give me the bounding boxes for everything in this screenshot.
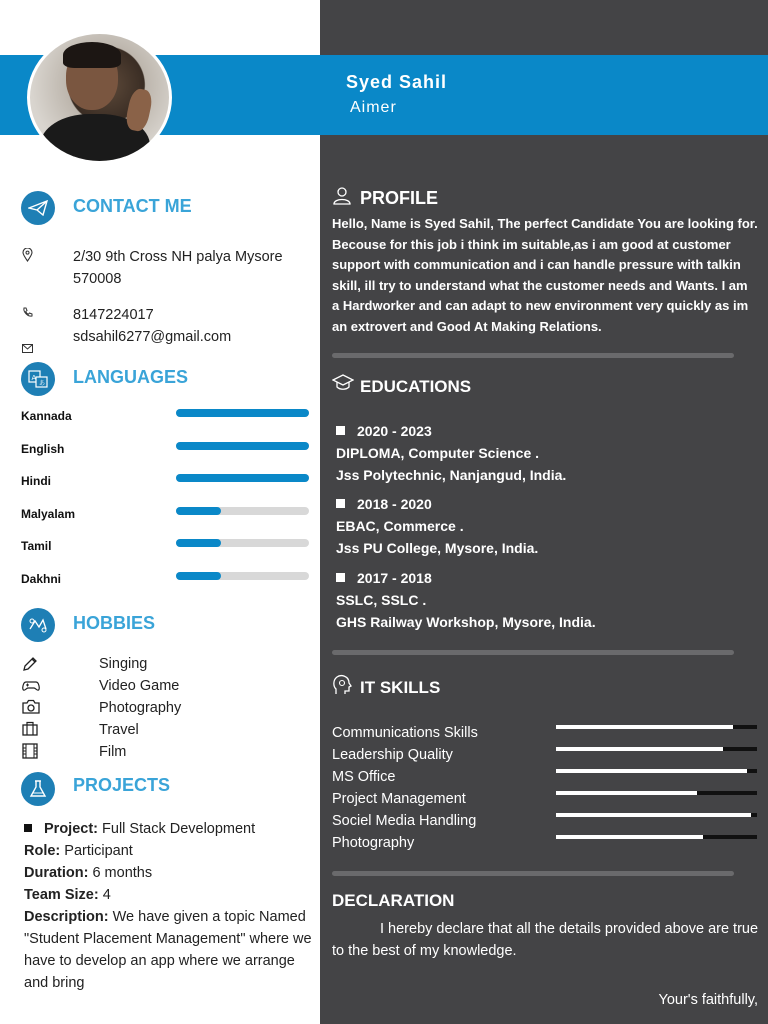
skill-name: Photography: [332, 835, 415, 851]
hobby-singing: Singing: [99, 656, 148, 672]
skill-level-bar: [556, 725, 757, 729]
role-value: Participant: [64, 843, 133, 859]
candidate-role: Aimer: [350, 99, 397, 116]
divider-3: [332, 871, 734, 876]
project-description-row: [24, 906, 314, 994]
language-level-bar: [176, 474, 309, 482]
duration-label: Duration:: [24, 865, 89, 881]
hobby-photography: Photography: [99, 700, 182, 716]
education-degree: SSLC, SSLC .: [336, 592, 427, 608]
hobbies-title: HOBBIES: [73, 613, 156, 633]
divider-1: [332, 353, 734, 358]
language-name: English: [21, 442, 65, 456]
education-school: Jss PU College, Mysore, India.: [336, 540, 539, 556]
skill-name: Project Management: [332, 791, 466, 807]
language-level-fill: [176, 474, 309, 482]
brain-head-icon: [332, 674, 352, 701]
gamepad-icon: [21, 679, 41, 697]
project-name-row: [24, 818, 314, 840]
education-degree: EBAC, Commerce .: [336, 518, 464, 534]
language-name: Tamil: [21, 539, 52, 553]
language-level-fill: [176, 442, 309, 450]
contact-phone: 8147224017: [73, 307, 154, 323]
declaration-title: DECLARATION: [332, 891, 455, 910]
pencil-icon: [21, 656, 41, 674]
project-role-row: [24, 840, 314, 862]
language-name: Kannada: [21, 409, 72, 423]
language-level-fill: [176, 572, 221, 580]
svg-text:あ: あ: [39, 380, 46, 387]
language-level-bar: [176, 507, 309, 515]
paper-plane-icon: [21, 191, 55, 225]
language-name: Hindi: [21, 474, 51, 488]
skill-level-fill: [556, 813, 751, 817]
hobby-film: Film: [99, 744, 127, 760]
duration-value: 6 months: [92, 865, 153, 881]
flask-icon: [21, 772, 55, 806]
education-title: EDUCATIONS: [360, 377, 472, 396]
education-item-3: [336, 567, 596, 633]
projects-title: PROJECTS: [73, 775, 171, 795]
suitcase-icon: [21, 721, 41, 739]
contact-email: sdsahil6277@gmail.com: [73, 329, 232, 345]
film-icon: [21, 743, 41, 761]
contact-address: 2/30 9th Cross NH palya Mysore 570008: [73, 249, 283, 287]
skill-name: Sociel Media Handling: [332, 813, 477, 829]
description-label: Description:: [24, 909, 109, 925]
skill-level-bar: [556, 747, 757, 751]
graduation-cap-icon: [332, 374, 354, 397]
skills-title: IT SKILLS: [360, 678, 441, 697]
bullet-square-icon: [24, 824, 32, 832]
skill-name: Leadership Quality: [332, 747, 453, 763]
language-level-bar: [176, 572, 309, 580]
hobby-video-game: Video Game: [99, 678, 180, 694]
project-details: [24, 818, 314, 994]
skill-level-fill: [556, 835, 703, 839]
svg-text:A: A: [31, 374, 37, 382]
profile-photo: [27, 31, 172, 164]
description-value: We have given a topic Named "Student Placement Management" where we have to develop an app where we arrange and bring: [24, 909, 312, 991]
declaration-text: I hereby declare that all the details provided above are true to the best of my knowledge.: [332, 921, 759, 959]
closing-text: Your's faithfully,: [658, 992, 758, 1008]
skill-name: MS Office: [332, 769, 396, 785]
education-years: 2017 - 2018: [336, 567, 596, 589]
team-value: 4: [102, 887, 111, 903]
hobby-travel: Travel: [99, 722, 139, 738]
education-school: GHS Railway Workshop, Mysore, India.: [336, 614, 596, 630]
language-name: Dakhni: [21, 572, 62, 586]
photo-hand: [124, 87, 154, 133]
education-years: 2020 - 2023: [336, 420, 566, 442]
translate-icon: [21, 362, 55, 396]
skill-level-bar: [556, 791, 757, 795]
contact-title: CONTACT ME: [73, 196, 192, 216]
skill-level-fill: [556, 769, 747, 773]
skill-level-bar: [556, 813, 757, 817]
education-item-2: [336, 493, 538, 559]
education-degree: DIPLOMA, Computer Science .: [336, 445, 540, 461]
hobbies-icon: [21, 608, 55, 642]
language-level-bar: [176, 409, 309, 417]
mail-icon: [22, 340, 33, 358]
education-item-1: [336, 420, 566, 486]
skill-level-bar: [556, 769, 757, 773]
profile-title: PROFILE: [360, 188, 439, 208]
languages-title: LANGUAGES: [73, 367, 189, 387]
location-pin-icon: [22, 248, 33, 267]
language-level-fill: [176, 409, 309, 417]
project-duration-row: [24, 862, 314, 884]
project-label: Project:: [44, 821, 98, 837]
education-school: Jss Polytechnic, Nanjangud, India.: [336, 467, 567, 483]
role-label: Role:: [24, 843, 61, 859]
photo-hair: [63, 42, 121, 68]
language-level-bar: [176, 442, 309, 450]
profile-text: Hello, Name is Syed Sahil, The perfect Candidate You are looking for. Becouse for this job i think im suitable,as i am good at customer support with communication and i can handle pressure with talkin skill, ill try to understand what the customer needs and Wants. I am a Hardworker and can adapt to new environment very quickly as im an extrovert and Good At Making Relations.: [332, 216, 758, 334]
education-years: 2018 - 2020: [336, 493, 538, 515]
phone-icon: [22, 305, 33, 323]
language-name: Malyalam: [21, 507, 76, 521]
left-margin: [0, 0, 10, 1024]
project-team-row: [24, 884, 314, 906]
skill-level-fill: [556, 725, 733, 729]
language-level-bar: [176, 539, 309, 547]
skill-level-fill: [556, 747, 723, 751]
divider-2: [332, 650, 734, 655]
skill-name: Communications Skills: [332, 725, 478, 741]
candidate-name: Syed Sahil: [346, 72, 448, 92]
camera-icon: [21, 699, 41, 717]
skill-level-fill: [556, 791, 697, 795]
skill-level-bar: [556, 835, 757, 839]
team-label: Team Size:: [24, 887, 99, 903]
project-value: Full Stack Development: [102, 821, 256, 837]
language-level-fill: [176, 507, 221, 515]
language-level-fill: [176, 539, 221, 547]
user-icon: [332, 186, 352, 211]
